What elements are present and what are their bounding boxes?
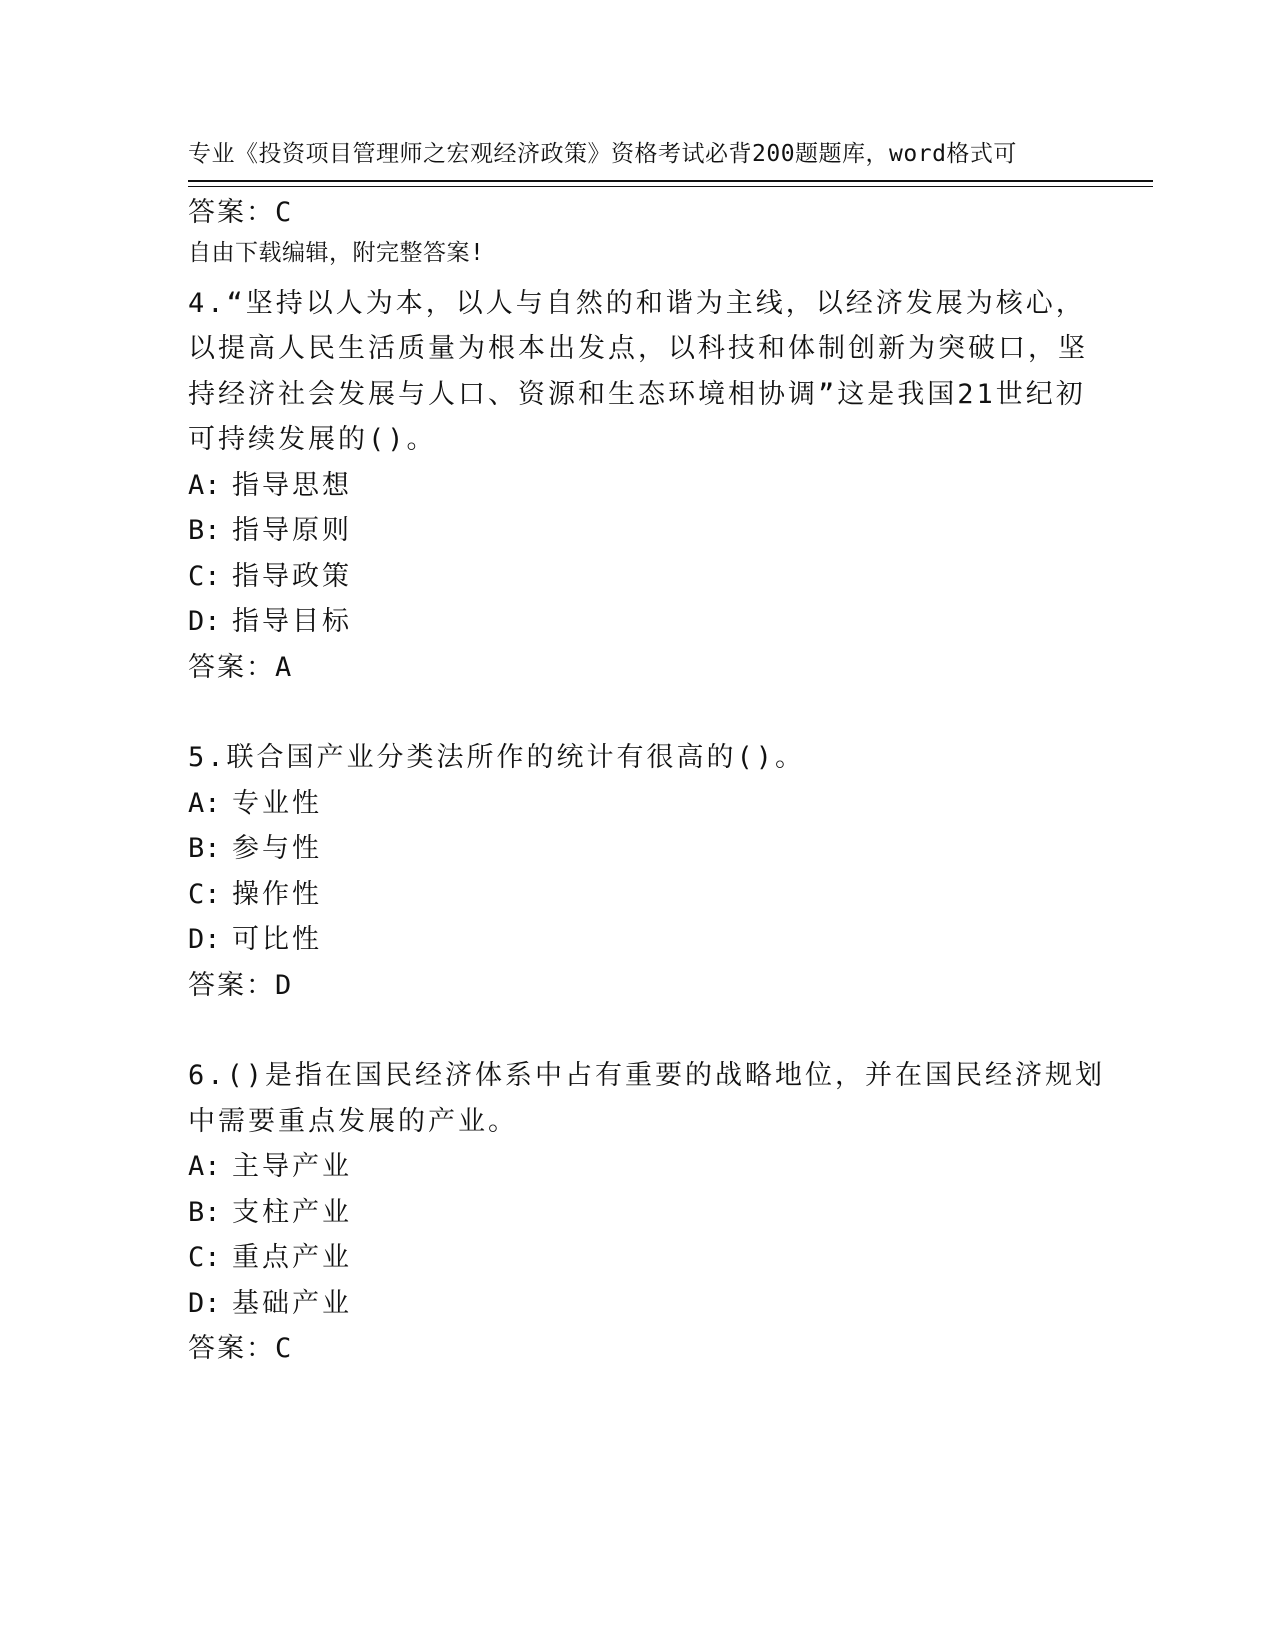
option-key: B: xyxy=(188,515,221,546)
option-text: 参与性 xyxy=(232,833,322,864)
option-key: A: xyxy=(188,787,221,819)
answer-line: 答案：C xyxy=(188,1333,294,1364)
header-divider-thin xyxy=(188,186,1153,187)
option-key: B: xyxy=(188,1196,221,1228)
question-text-line: 可持续发展的()。 xyxy=(188,424,437,455)
option-text: 指导思想 xyxy=(232,469,352,501)
answer-line: 答案：D xyxy=(188,969,294,1001)
option-a xyxy=(188,781,1088,827)
option-key: C: xyxy=(188,878,221,910)
option-d xyxy=(188,599,1088,645)
option-c xyxy=(188,554,1088,600)
spacer xyxy=(188,236,1088,281)
header-line-2: 自由下载编辑，附完整答案! xyxy=(188,240,485,266)
question-text-line: 持经济社会发展与人口、资源和生态环境相协调”这是我国21世纪初 xyxy=(188,378,1086,410)
question-text-line: 以提高人民生活质量为根本出发点，以科技和体制创新为突破口，坚 xyxy=(188,333,1088,364)
option-text: 重点产业 xyxy=(232,1242,352,1273)
option-text: 指导原则 xyxy=(232,515,352,546)
option-a xyxy=(188,463,1088,509)
option-b xyxy=(188,826,1088,872)
answer-line: 答案：A xyxy=(188,651,294,683)
option-b xyxy=(188,1190,1088,1236)
option-a xyxy=(188,1144,1088,1190)
question-text-line: 4.“坚持以人为本，以人与自然的和谐为主线，以经济发展为核心， xyxy=(188,287,1086,319)
header-line-1: 专业《投资项目管理师之宏观经济政策》资格考试必背200题题库，word格式可 xyxy=(188,141,1017,167)
option-text: 主导产业 xyxy=(232,1151,352,1182)
option-text: 指导目标 xyxy=(232,606,352,637)
option-text: 支柱产业 xyxy=(232,1196,352,1228)
spacer xyxy=(188,1008,1088,1053)
option-key: C: xyxy=(188,1242,221,1273)
option-key: A: xyxy=(188,469,221,501)
question-block xyxy=(188,281,1088,691)
question-block xyxy=(188,735,1088,1008)
question-text-line: 6.()是指在国民经济体系中占有重要的战略地位，并在国民经济规划 xyxy=(188,1060,1106,1091)
option-text: 操作性 xyxy=(232,878,322,910)
option-key: D: xyxy=(188,1287,221,1319)
option-key: B: xyxy=(188,833,221,864)
option-d xyxy=(188,917,1088,963)
option-d xyxy=(188,1281,1088,1327)
option-text: 专业性 xyxy=(232,787,322,819)
previous-answer: 答案：C xyxy=(188,197,294,228)
option-text: 指导政策 xyxy=(232,560,352,592)
option-key: D: xyxy=(188,924,221,955)
option-key: A: xyxy=(188,1151,221,1182)
option-c xyxy=(188,872,1088,918)
question-block xyxy=(188,1053,1106,1372)
option-b xyxy=(188,508,1088,554)
option-text: 可比性 xyxy=(232,924,322,955)
option-c xyxy=(188,1235,1088,1281)
header-divider-thick xyxy=(188,180,1153,182)
question-text-line: 中需要重点发展的产业。 xyxy=(188,1105,518,1137)
question-list xyxy=(188,190,1106,1372)
spacer xyxy=(188,690,1088,735)
question-text-line: 5.联合国产业分类法所作的统计有很高的()。 xyxy=(188,742,806,773)
option-text: 基础产业 xyxy=(232,1287,352,1319)
option-key: C: xyxy=(188,560,221,592)
option-key: D: xyxy=(188,606,221,637)
